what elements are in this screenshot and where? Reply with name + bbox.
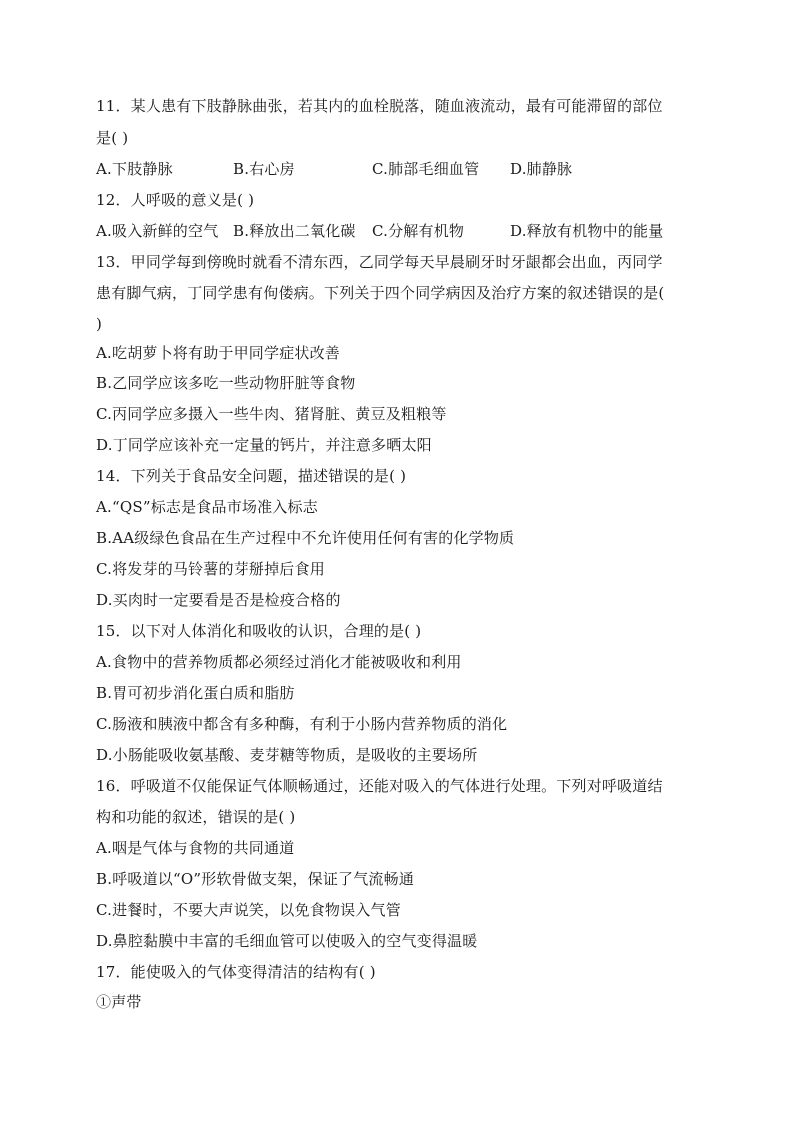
q15-option-a: A.食物中的营养物质都必须经过消化才能被吸收和利用 [96,653,462,671]
q16-option-c: C.进餐时，不要大声说笑，以免食物误入气管 [96,901,401,919]
q15-option-c: C.肠液和胰液中都含有多种酶，有利于小肠内营养物质的消化 [96,715,508,733]
q11-option-a: A.下肢静脉 [96,160,173,178]
q16-option-d: D.鼻腔黏膜中丰富的毛细血管可以使吸入的空气变得温暖 [96,932,478,950]
q13-option-d: D.丁同学应该补充一定量的钙片，并注意多晒太阳 [96,436,432,454]
q12-option-c: C.分解有机物 [372,222,465,240]
q12-stem: 12．人呼吸的意义是( ) [96,191,255,209]
q13-option-a: A.吃胡萝卜将有助于甲同学症状改善 [96,344,341,362]
q16-stem-line1: 16．呼吸道不仅能保证气体顺畅通过，还能对吸入的气体进行处理。下列对呼吸道结 [96,777,663,795]
q12-option-d: D.释放有机物中的能量 [510,222,664,240]
q16-option-b: B.呼吸道以“O”形软骨做支架，保证了气流畅通 [96,870,415,888]
q12-option-b: B.释放出二氧化碳 [233,222,356,240]
q14-stem: 14．下列关于食品安全问题，描述错误的是( ) [96,467,407,485]
q11-option-c: C.肺部毛细血管 [372,160,480,178]
q15-stem: 15．以下对人体消化和吸收的认识，合理的是( ) [96,622,422,640]
q16-option-a: A.咽是气体与食物的共同通道 [96,839,295,857]
q11-option-b: B.右心房 [233,160,295,178]
q11-stem-line1: 11．某人患有下肢静脉曲张，若其内的血栓脱落，随血液流动，最有可能滞留的部位 [96,97,663,115]
q11-stem-line2: 是( ) [96,129,129,147]
q13-stem-line3: ) [96,315,103,333]
q13-stem-line2: 患有脚气病，丁同学患有佝偻病。下列关于四个同学病因及治疗方案的叙述错误的是( [96,284,665,302]
q13-option-c: C.丙同学应多摄入一些牛肉、猪肾脏、黄豆及粗粮等 [96,405,447,423]
q16-stem-line2: 构和功能的叙述，错误的是( ) [96,808,296,826]
q13-stem-line1: 13．甲同学每到傍晚时就看不清东西，乙同学每天早晨刷牙时牙龈都会出血，丙同学 [96,253,663,271]
q11-option-d: D.肺静脉 [510,160,573,178]
q15-option-d: D.小肠能吸收氨基酸、麦芽糖等物质，是吸收的主要场所 [96,746,478,764]
q13-option-b: B.乙同学应该多吃一些动物肝脏等食物 [96,374,356,392]
q14-option-b: B.AA级绿色食品在生产过程中不允许使用任何有害的化学物质 [96,529,515,547]
q14-option-c: C.将发芽的马铃薯的芽掰掉后食用 [96,560,325,578]
q17-item-1: ①声带 [96,993,142,1011]
q17-stem: 17．能使吸入的气体变得清洁的结构有( ) [96,963,376,981]
q12-option-a: A.吸入新鲜的空气 [96,222,219,240]
q14-option-a: A.“QS”标志是食品市场准入标志 [96,498,318,516]
q14-option-d: D.买肉时一定要看是否是检疫合格的 [96,591,341,609]
q15-option-b: B.胃可初步消化蛋白质和脂肪 [96,684,295,702]
